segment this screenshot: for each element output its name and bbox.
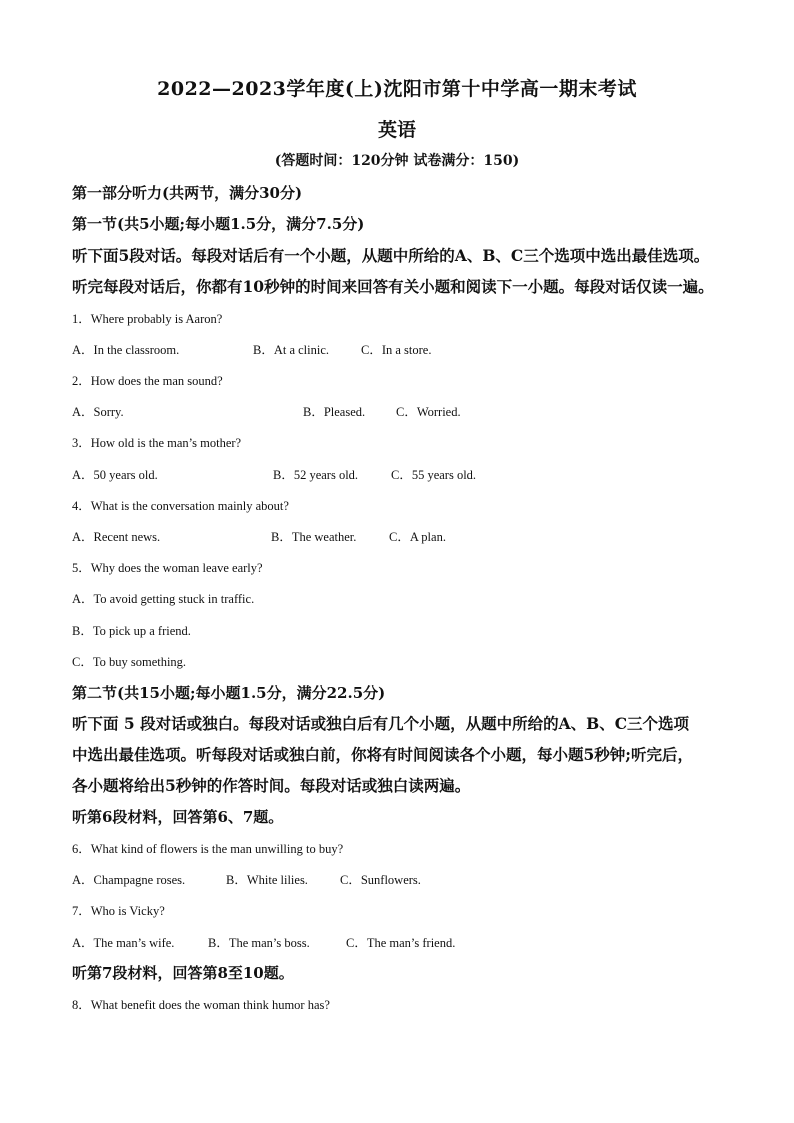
option-b: B．At a clinic. [253,343,330,357]
exam-title: 2022—2023学年度(上)沈阳市第十中学高一期末考试 [157,78,637,100]
option-c: C．A plan. [389,530,446,544]
option-a: A．The man’s wife. [72,936,175,950]
question-stem: 3．How old is the man’s mother? [72,436,242,450]
option-b: B．The man’s boss. [208,936,310,950]
option-c: C．55 years old. [391,468,477,482]
question-stem: 5．Why does the woman leave early? [72,561,263,575]
option-c: C．The man’s friend. [346,936,456,950]
option-b: B．52 years old. [273,468,359,482]
exam-info: (答题时间：120分钟 试卷满分：150) [274,153,520,169]
option-a: A．Champagne roses. [72,873,186,887]
section1-instruction-line: 听下面5段对话。每段对话后有一个小题，从题中所给的A、B、C三个选项中选出最佳选项。 [72,246,710,265]
option-b: B．Pleased. [303,405,366,419]
option-b: B．White lilies. [226,873,308,887]
group7-heading: 听第7段材料，回答第8至10题。 [72,964,294,982]
section1-instruction-line: 听完每段对话后，你都有10秒钟的时间来回答有关小题和阅读下一小题。每段对话仅读一遍。 [72,277,714,296]
part1-heading: 第一部分听力(共两节，满分30分) [72,184,303,202]
option-a: A．Sorry. [72,405,124,419]
section2-heading: 第二节(共15小题;每小题1.5分，满分22.5分) [72,684,386,702]
question-stem: 7．Who is Vicky? [72,904,165,918]
section2-instruction-line: 各小题将给出5秒钟的作答时间。每段对话或独白读两遍。 [72,776,471,795]
option-b: B．To pick up a friend. [72,624,191,638]
option-c: C．Sunflowers. [340,873,421,887]
option-a: A．50 years old. [72,468,158,482]
option-c: C．To buy something. [72,655,187,669]
question-stem: 8．What benefit does the woman think humor has? [72,998,330,1012]
option-a: A．Recent news. [72,530,161,544]
question-stem: 1．Where probably is Aaron? [72,312,223,326]
question-stem: 6．What kind of flowers is the man unwilling to buy? [72,842,344,856]
question-stem: 2．How does the man sound? [72,374,223,388]
option-c: C．Worried. [396,405,461,419]
option-b: B．The weather. [271,530,357,544]
subject-title: 英语 [377,119,416,141]
group6-heading: 听第6段材料，回答第6、7题。 [72,808,284,826]
option-a: A．To avoid getting stuck in traffic. [72,592,255,606]
section2-instruction-line: 听下面 5 段对话或独白。每段对话或独白后有几个小题，从题中所给的A、B、C三个选项 [72,714,690,733]
section2-instruction-line: 中选出最佳选项。听每段对话或独白前，你将有时间阅读各个小题，每小题5秒钟;听完后， [72,745,694,764]
section1-heading: 第一节(共5小题;每小题1.5分，满分7.5分) [72,215,365,233]
option-c: C．In a store. [361,343,432,357]
option-a: A．In the classroom. [72,343,180,357]
question-stem: 4．What is the conversation mainly about? [72,499,289,513]
